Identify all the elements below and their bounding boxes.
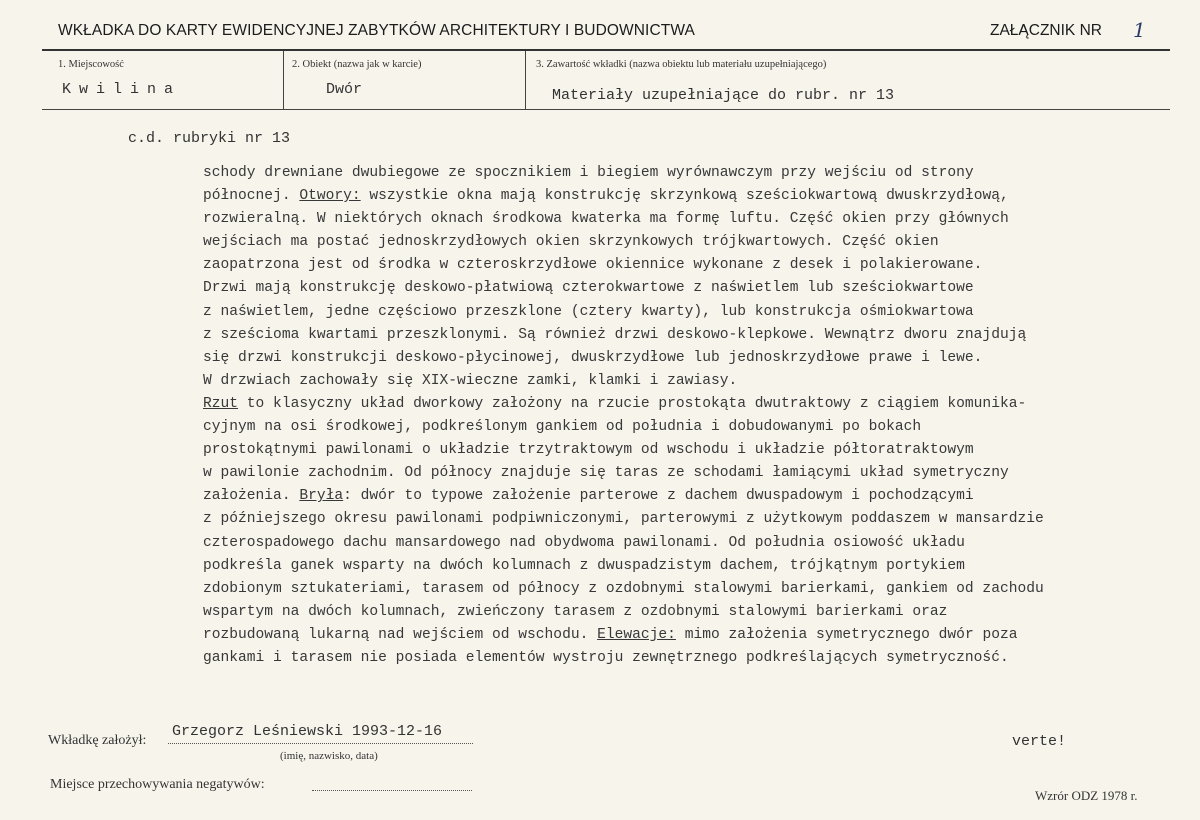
field-divider-2 <box>525 51 526 109</box>
text-run: północnej. <box>203 188 300 205</box>
field-locality-label: 1. Miejscowość <box>58 59 124 70</box>
text-line: Drzwi mają konstrukcję deskowo-płatwiową czterokwartowe z naświetlem lub sześciokwartowe <box>203 280 974 297</box>
form-model: Wzrór ODZ 1978 r. <box>1035 788 1138 803</box>
text-line: czterospadowego dachu mansardowego nad obydwoma pawilonami. Od południa osiowość układu <box>203 534 965 551</box>
text-line: z późniejszego okresu pawilonami podpiwniczonymi, parterowymi z użytkowym poddaszem w mansardzie <box>203 511 1044 528</box>
text-line: z naświetlem, jedne częściowo przeszklone (cztery kwarty), lub konstrukcja ośmiokwartowa <box>203 303 974 320</box>
text-line: podkreśla ganek wsparty na dwóch kolumnach z dwuspadzistym dachem, trójkątnym portykiem <box>203 557 965 574</box>
founder-hint: (imię, nazwisko, data) <box>280 750 378 762</box>
text-line: W drzwiach zachowały się XIX-wieczne zamki, klamki i zawiasy. <box>203 372 738 389</box>
text-line: zdobionym sztukateriami, tarasem od północy z ozdobnymi stalowymi barierkami, gankiem od zachodu <box>203 580 1044 597</box>
header-rule-top <box>42 49 1170 51</box>
field-content-label: 3. Zawartość wkładki (nazwa obiektu lub materiału uzupełniającego) <box>536 59 827 70</box>
founder-label: Wkładkę założył: <box>48 733 147 748</box>
text-run: : dwór to typowe założenie parterowe z dachem dwuspadowym i pochodzącymi <box>343 488 974 505</box>
description-text <box>203 162 1163 670</box>
field-locality-value: Kwilina <box>62 81 182 98</box>
storage-line <box>312 790 472 791</box>
fields-rule-bottom <box>42 109 1170 110</box>
annex-number: 1 <box>1133 18 1146 42</box>
storage-label: Miejsce przechowywania negatywów: <box>50 777 265 792</box>
heading-bryla: Bryła <box>299 488 344 505</box>
text-line: gankami i tarasem nie posiada elementów wystroju zewnętrznego podkreślających symetryczność. <box>203 649 1009 666</box>
text-line: schody drewniane dwubiegowe ze spocznikiem i biegiem wyrównawczym przy wejściu od strony <box>203 165 974 181</box>
text-run: to klasyczny układ dworkowy założony na rzucie prostokąta dwutraktowy z ciągiem komunika- <box>238 395 1027 412</box>
text-line <box>203 485 1163 508</box>
text-line <box>203 185 1163 208</box>
text-run: rozbudowaną lukarną nad wejściem od wschodu. <box>203 626 598 643</box>
field-object-label: 2. Obiekt (nazwa jak w karcie) <box>292 59 422 70</box>
founder-line <box>168 743 473 744</box>
verte-note: verte! <box>1012 733 1067 750</box>
text-line: z sześcioma kwartami przeszklonymi. Są również drzwi deskowo-klepkowe. Wewnątrz dworu znajdują <box>203 326 1027 343</box>
text-line: się drzwi konstrukcji deskowo-płycinowej, dwuskrzydłowe lub jednoskrzydłowe prawe i lewe. <box>203 349 983 366</box>
form-title: WKŁADKA DO KARTY EWIDENCYJNEJ ZABYTKÓW ARCHITEKTURY I BUDOWNICTWA <box>58 22 695 39</box>
text-line <box>203 624 1163 647</box>
heading-rzut: Rzut <box>203 395 239 412</box>
text-run: mimo założenia symetrycznego dwór poza <box>675 626 1018 643</box>
text-line: rozwieralną. W niektórych oknach środkowa kwaterka ma formę luftu. Część okien przy głównych <box>203 211 1009 228</box>
text-line: zaopatrzona jest od środka w czteroskrzydłowe okiennice wykonane z desek i polakierowane. <box>203 257 983 274</box>
text-run: założenia. <box>203 488 300 505</box>
text-line: wspartym na dwóch kolumnach, zwieńczony tarasem z ozdobnymi stalowymi barierkami oraz <box>203 603 948 620</box>
heading-elewacje: Elewacje: <box>597 626 676 643</box>
field-divider-1 <box>283 51 284 109</box>
text-line: wejściach ma postać jednoskrzydłowych okien skrzynkowych trójkwartowych. Część okien <box>203 234 939 251</box>
text-line: prostokątnymi pawilonami o układzie trzytraktowym od wschodu i układzie półtoratraktowym <box>203 442 974 459</box>
text-line: w pawilonie zachodnim. Od północy znajduje się taras ze schodami łamiącymi układ symetryczny <box>203 465 1009 482</box>
annex-label: ZAŁĄCZNIK NR <box>990 22 1102 39</box>
text-line <box>203 393 1163 416</box>
text-run: wszystkie okna mają konstrukcję skrzynkową sześciokwartową dwuskrzydłową, <box>360 188 1009 205</box>
field-content-value: Materiały uzupełniające do rubr. nr 13 <box>552 87 895 104</box>
field-object-value: Dwór <box>326 81 363 98</box>
continuation-note: c.d. rubryki nr 13 <box>128 130 291 147</box>
founder-value: Grzegorz Leśniewski 1993-12-16 <box>172 723 443 740</box>
text-line: cyjnym na osi środkowej, podkreślonym gankiem od południa i dobudowanymi po bokach <box>203 419 922 436</box>
heading-otwory: Otwory: <box>299 188 361 205</box>
